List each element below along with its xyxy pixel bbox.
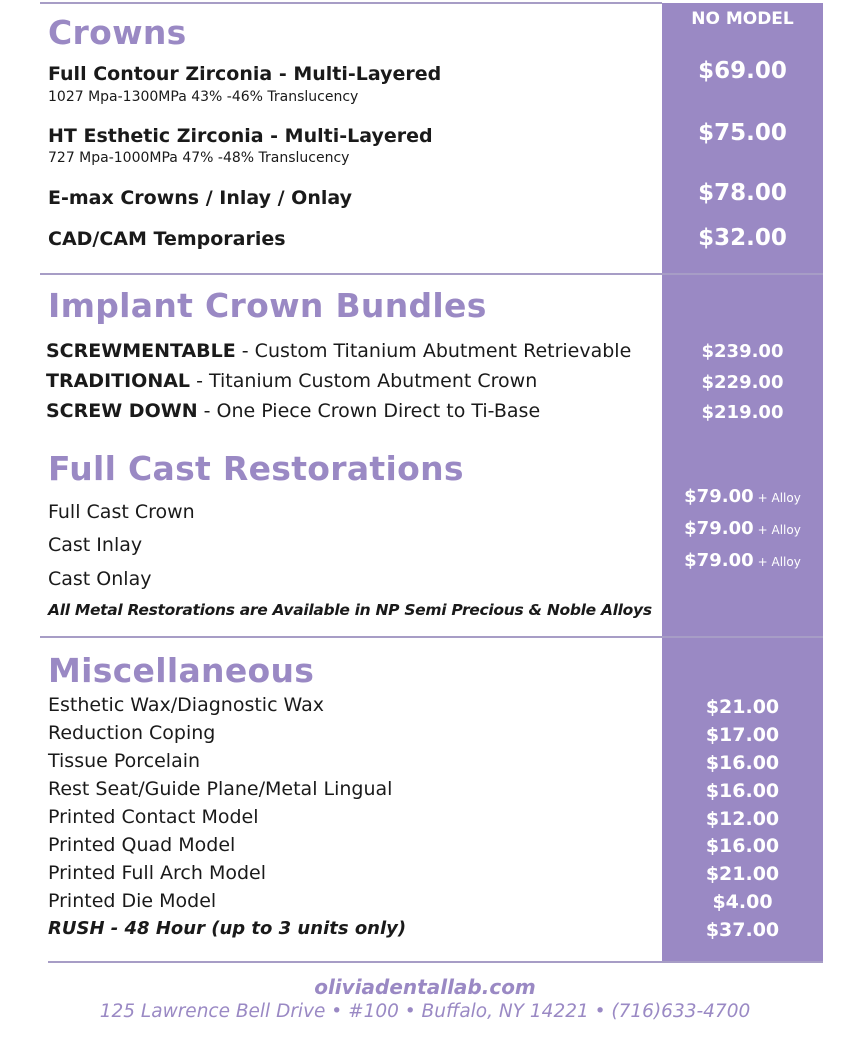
implant-item-label: SCREWMENTABLE bbox=[46, 340, 236, 362]
footer-address: 125 Lawrence Bell Drive • #100 • Buffalo, NY 14221 • (716)633-4700 bbox=[99, 1001, 751, 1022]
misc-item-price: $37.00 bbox=[705, 919, 780, 941]
crown-item-name: HT Esthetic Zirconia - Multi-Layered bbox=[48, 125, 433, 147]
implant-item-desc: - Titanium Custom Abutment Crown bbox=[190, 370, 538, 392]
implant-item-desc: - Custom Titanium Abutment Retrievable bbox=[235, 340, 632, 362]
section-title-misc: Miscellaneous bbox=[48, 651, 315, 690]
cast-item-name: Cast Onlay bbox=[48, 568, 152, 590]
cast-item-price bbox=[662, 518, 823, 539]
misc-item-price: $16.00 bbox=[705, 780, 780, 802]
section-title-cast: Full Cast Restorations bbox=[48, 449, 464, 488]
misc-item-name: Reduction Coping bbox=[48, 722, 216, 744]
misc-item-name: Printed Full Arch Model bbox=[48, 862, 266, 884]
crown-item-price: $69.00 bbox=[698, 58, 787, 84]
cast-item-name: Cast Inlay bbox=[48, 534, 143, 556]
section-divider-2 bbox=[40, 636, 823, 638]
section-title-implant: Implant Crown Bundles bbox=[48, 286, 487, 325]
footer-website[interactable]: oliviadentallab.com bbox=[314, 975, 536, 999]
alloy-note: + Alloy bbox=[757, 523, 801, 537]
misc-item-name: Printed Quad Model bbox=[48, 834, 236, 856]
misc-item-name: Tissue Porcelain bbox=[48, 750, 201, 772]
bottom-rule bbox=[48, 961, 823, 963]
misc-item-name: Esthetic Wax/Diagnostic Wax bbox=[48, 694, 325, 716]
implant-item bbox=[46, 370, 537, 392]
misc-item-name-rush: RUSH - 48 Hour (up to 3 units only) bbox=[48, 918, 407, 939]
implant-item-price: $219.00 bbox=[701, 402, 784, 423]
crown-item-detail: 1027 Mpa-1300MPa 43% -46% Translucency bbox=[48, 89, 359, 105]
alloy-note: + Alloy bbox=[757, 491, 801, 505]
crown-item-name: Full Contour Zirconia - Multi-Layered bbox=[48, 63, 442, 85]
cast-item-price bbox=[662, 550, 823, 571]
implant-item-price: $229.00 bbox=[701, 372, 784, 393]
cast-footnote: All Metal Restorations are Available in NP Semi Precious & Noble Alloys bbox=[48, 601, 652, 619]
implant-item bbox=[46, 400, 540, 422]
price-column-label: NO MODEL bbox=[691, 9, 794, 29]
cast-price-value: $79.00 bbox=[684, 486, 754, 507]
section-title-crowns: Crowns bbox=[48, 13, 187, 52]
misc-item-price: $12.00 bbox=[705, 808, 780, 830]
misc-item-price: $16.00 bbox=[705, 835, 780, 857]
misc-item-name: Rest Seat/Guide Plane/Metal Lingual bbox=[48, 778, 393, 800]
cast-item-price bbox=[662, 486, 823, 507]
misc-item-price: $21.00 bbox=[705, 863, 780, 885]
cast-price-value: $79.00 bbox=[684, 518, 754, 539]
misc-item-name: Printed Die Model bbox=[48, 890, 217, 912]
implant-item-desc: - One Piece Crown Direct to Ti-Base bbox=[197, 400, 541, 422]
section-divider-1 bbox=[40, 273, 823, 275]
crown-item-name: E-max Crowns / Inlay / Onlay bbox=[48, 187, 352, 209]
crown-item-price: $75.00 bbox=[698, 120, 787, 146]
misc-item-price: $4.00 bbox=[712, 891, 773, 913]
implant-item-label: SCREW DOWN bbox=[46, 400, 198, 422]
crown-item-price: $78.00 bbox=[698, 180, 787, 206]
cast-price-value: $79.00 bbox=[684, 550, 754, 571]
alloy-note: + Alloy bbox=[757, 555, 801, 569]
cast-item-name: Full Cast Crown bbox=[48, 501, 195, 523]
implant-item-label: TRADITIONAL bbox=[46, 370, 191, 392]
crown-item-detail: 727 Mpa-1000MPa 47% -48% Translucency bbox=[48, 150, 350, 166]
misc-item-price: $17.00 bbox=[705, 724, 780, 746]
price-column-implant-cast bbox=[662, 275, 823, 636]
crown-item-price: $32.00 bbox=[698, 225, 787, 251]
misc-item-price: $16.00 bbox=[705, 752, 780, 774]
top-rule bbox=[40, 2, 662, 4]
misc-item-price: $21.00 bbox=[705, 696, 780, 718]
misc-item-name: Printed Contact Model bbox=[48, 806, 259, 828]
implant-item-price: $239.00 bbox=[701, 341, 784, 362]
implant-item bbox=[46, 340, 631, 362]
crown-item-name: CAD/CAM Temporaries bbox=[48, 228, 286, 250]
